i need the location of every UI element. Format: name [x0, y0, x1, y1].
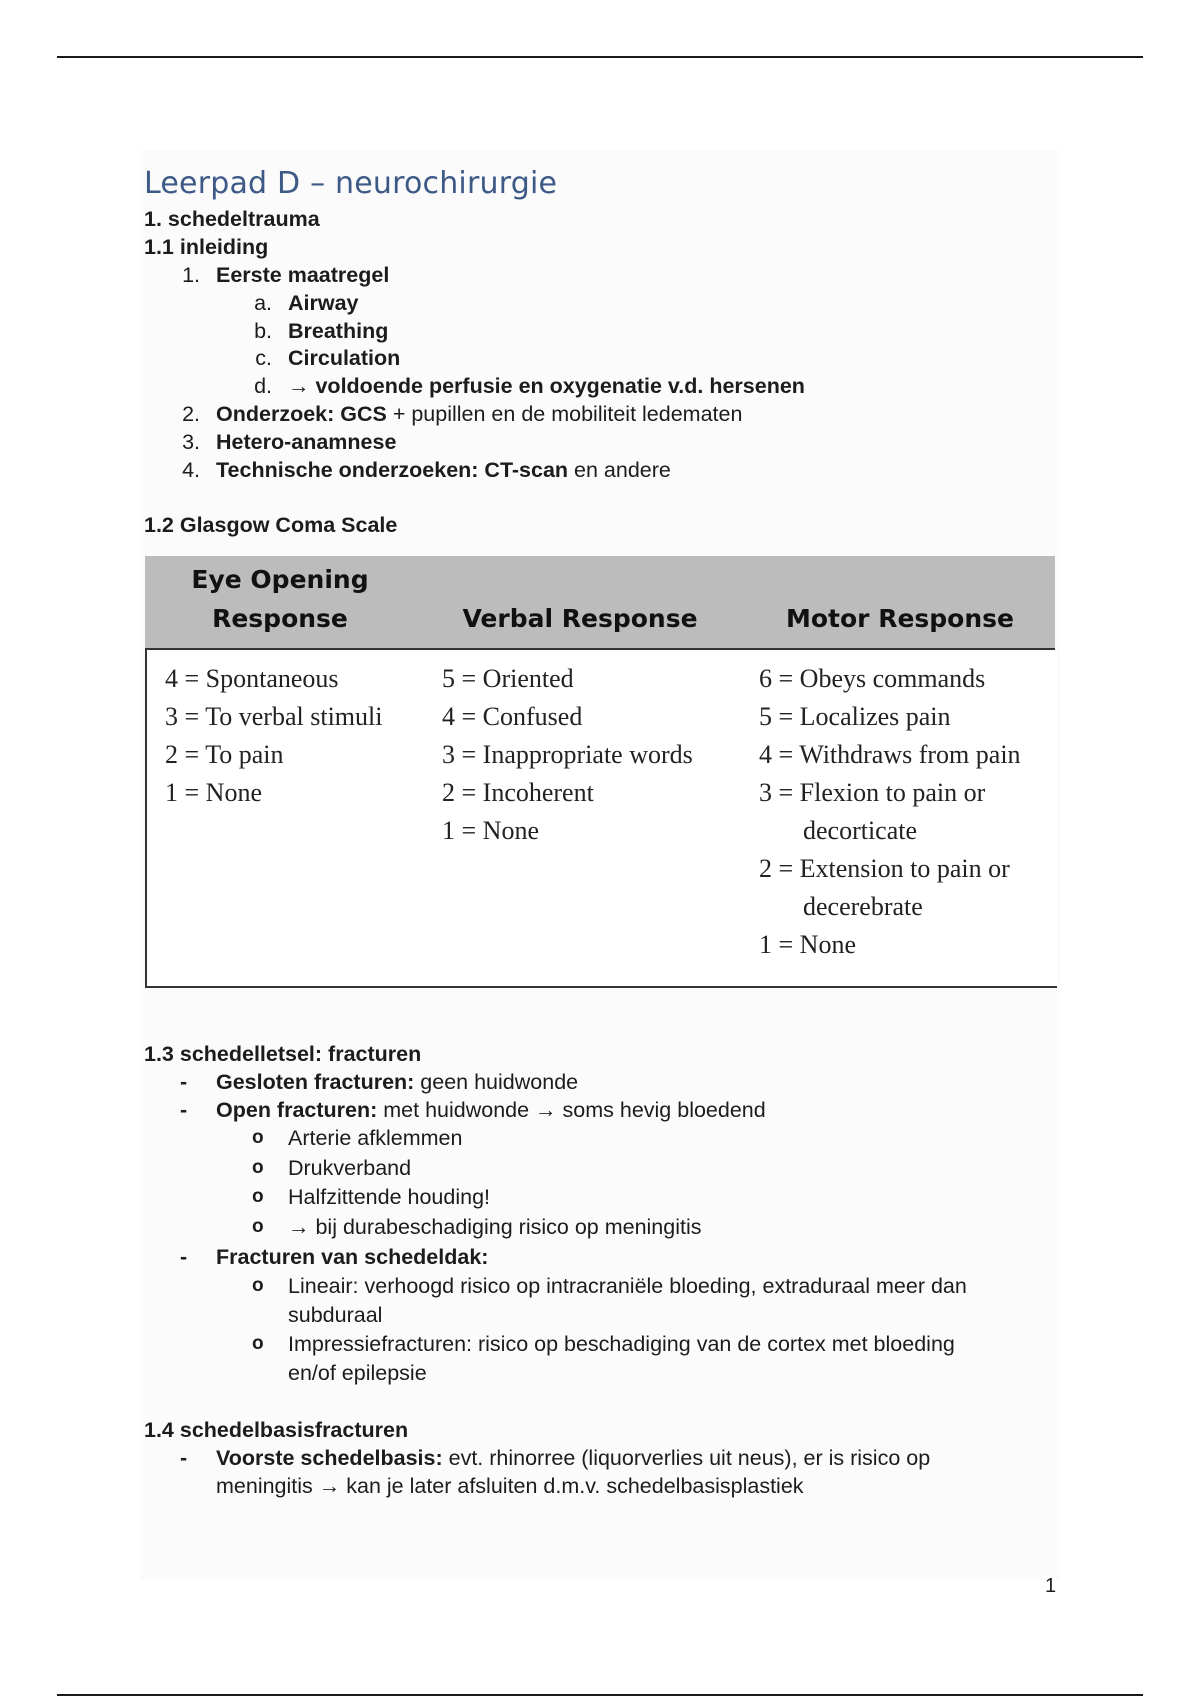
gcs-verbal-cell: 5 = Oriented [442, 664, 574, 693]
gcs-header-eye-line1: Eye Opening [191, 565, 369, 594]
dash-text-rest: evt. rhinorree (liquorverlies uit neus), er is risico op [442, 1446, 931, 1470]
dash-text [216, 1096, 766, 1124]
list-text: Airway [288, 291, 359, 315]
gcs-motor-cell: 1 = None [759, 930, 856, 959]
dash-text: meningitis → kan je later afsluiten d.m.v. schedelbasisplastiek [216, 1474, 804, 1498]
bullet-text: Halfzittende houding! [288, 1185, 491, 1209]
gcs-eye-cell: 1 = None [165, 778, 262, 807]
dash-text-bold: Open fracturen: [216, 1098, 378, 1122]
section-heading: 1.3 schedelletsel: fracturen [144, 1042, 422, 1066]
bullet-text: Arterie afklemmen [288, 1126, 463, 1150]
gcs-header-eye-line2: Response [212, 604, 348, 633]
dash-marker: - [180, 1070, 188, 1094]
bullet-marker: o [252, 1216, 264, 1237]
dash-marker: - [180, 1446, 188, 1470]
gcs-motor-cell: 2 = Extension to pain or [759, 854, 1010, 883]
bottom-rule [57, 1694, 1143, 1696]
list-number: 4. [182, 458, 200, 482]
dash-marker: - [180, 1245, 188, 1269]
list-text-rest: en andere [568, 458, 671, 482]
list-number: 1. [182, 263, 200, 287]
list-text-bold: Technische onderzoeken: CT-scan [216, 458, 569, 482]
bullet-marker: o [252, 1333, 264, 1354]
dash-text-rest: geen huidwonde [414, 1070, 579, 1094]
list-text [216, 400, 742, 428]
dash-text-bold: Gesloten fracturen: [216, 1070, 415, 1094]
list-letter: a. [254, 291, 272, 315]
gcs-motor-cell: 5 = Localizes pain [759, 702, 951, 731]
list-text-bold: Onderzoek: GCS [216, 402, 387, 426]
bullet-text: Drukverband [288, 1156, 412, 1180]
bullet-text: → bij durabeschadiging risico op meningitis [288, 1215, 702, 1239]
gcs-eye-cell: 3 = To verbal stimuli [165, 702, 383, 731]
section-heading: 1.2 Glasgow Coma Scale [144, 513, 398, 537]
bullet-marker: o [252, 1157, 264, 1178]
gcs-motor-cell: decerebrate [803, 892, 923, 921]
list-number: 2. [182, 402, 200, 426]
gcs-motor-cell: 3 = Flexion to pain or [759, 778, 986, 807]
gcs-eye-cell: 4 = Spontaneous [165, 664, 339, 693]
list-letter: d. [254, 374, 272, 398]
list-text: → voldoende perfusie en oxygenatie v.d. hersenen [288, 374, 805, 398]
gcs-table [145, 556, 1055, 988]
list-text: Eerste maatregel [216, 263, 390, 287]
page-number: 1 [1045, 1575, 1057, 1597]
gcs-header-motor: Motor Response [785, 604, 1014, 633]
bullet-text: Impressiefracturen: risico op beschadiging van de cortex met bloeding [288, 1332, 955, 1356]
dash-text-bold: Voorste schedelbasis: [216, 1446, 443, 1470]
dash-text-rest: met huidwonde → soms hevig bloedend [377, 1098, 766, 1122]
top-rule [57, 56, 1143, 58]
gcs-motor-cell: decorticate [803, 816, 918, 845]
list-text: Breathing [288, 319, 389, 343]
section-heading: 1.1 inleiding [144, 235, 269, 259]
gcs-verbal-cell: 4 = Confused [442, 702, 583, 731]
list-letter: c. [255, 346, 272, 370]
list-text-rest: + pupillen en de mobiliteit ledematen [386, 402, 743, 426]
gcs-table-body [145, 650, 1057, 988]
dash-text: Fracturen van schedeldak: [216, 1245, 489, 1269]
gcs-verbal-cell: 2 = Incoherent [442, 778, 594, 807]
gcs-verbal-cell: 1 = None [442, 816, 539, 845]
gcs-eye-cell: 2 = To pain [165, 740, 284, 769]
list-text: Circulation [288, 346, 401, 370]
list-letter: b. [254, 319, 272, 343]
gcs-header-verbal: Verbal Response [462, 604, 698, 633]
bullet-text: en/of epilepsie [288, 1361, 427, 1385]
dash-marker: - [180, 1098, 188, 1122]
page-title: Leerpad D – neurochirurgie [144, 166, 558, 201]
list-text: Hetero-anamnese [216, 430, 397, 454]
gcs-verbal-cell: 3 = Inappropriate words [442, 740, 693, 769]
list-number: 3. [182, 430, 200, 454]
section-heading: 1. schedeltrauma [144, 207, 320, 231]
bullet-marker: o [252, 1127, 264, 1148]
dash-text [216, 1068, 578, 1096]
list-text [216, 456, 671, 484]
bullet-marker: o [252, 1186, 264, 1207]
gcs-motor-cell: 4 = Withdraws from pain [759, 740, 1021, 769]
dash-text [216, 1444, 930, 1472]
gcs-table-header [145, 556, 1055, 650]
section-heading: 1.4 schedelbasisfracturen [144, 1418, 409, 1442]
bullet-marker: o [252, 1275, 264, 1296]
bullet-text: subduraal [288, 1303, 383, 1327]
bullet-text: Lineair: verhoogd risico op intracraniële bloeding, extraduraal meer dan [288, 1274, 967, 1298]
gcs-motor-cell: 6 = Obeys commands [759, 664, 986, 693]
